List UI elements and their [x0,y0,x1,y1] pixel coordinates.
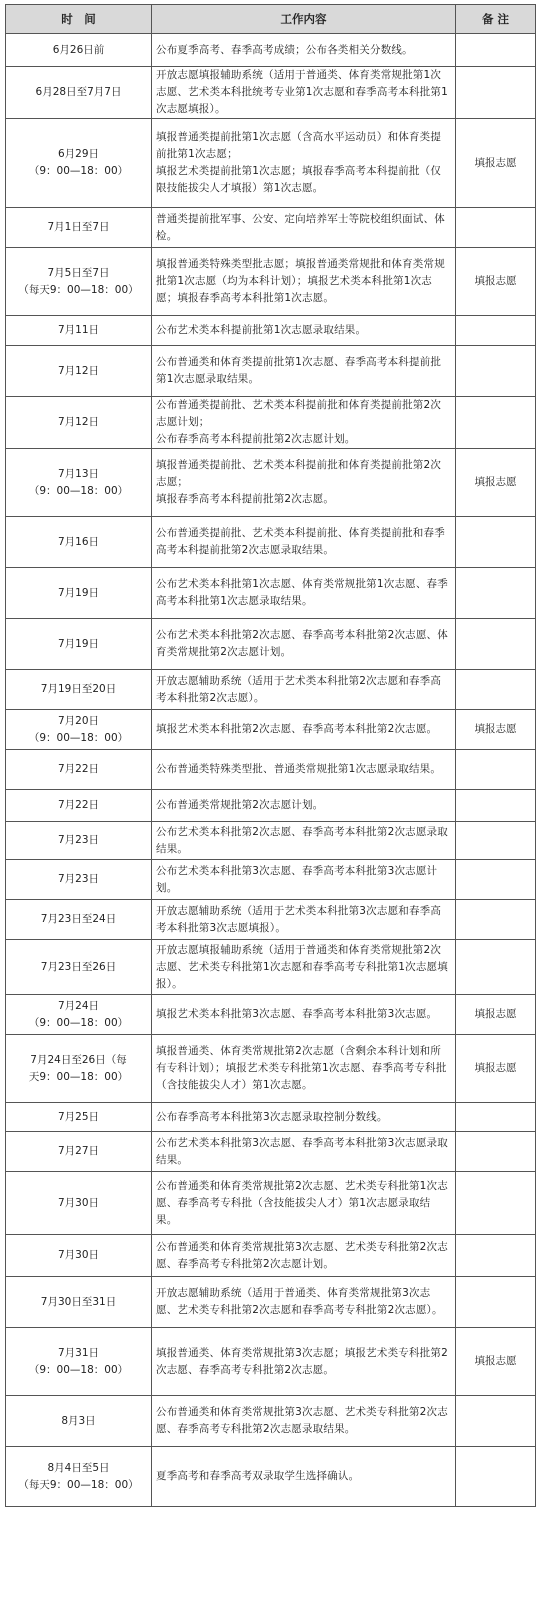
time-cell [6,995,152,1035]
note-cell [456,1172,536,1235]
time-text: （每天9：00—18：00） [18,1478,139,1491]
time-text: 7月19日 [57,586,100,599]
time-text: 7月30日 [57,1249,100,1261]
content-text: 填报艺术类本科批第3次志愿、春季高考本科批第3次志愿。 [156,1008,438,1020]
content-cell [152,619,456,670]
content-cell [152,517,456,568]
time-text: 7月19日 [57,637,100,650]
time-text: 7月12日 [57,416,100,428]
table-row [6,119,536,208]
time-cell [6,1103,152,1132]
note-cell: 填报志愿 [456,119,536,208]
content-text: 公布普通类提前批、艺术类本科提前批、体育类提前批和春季高考本科提前批第2次志愿录取结果。 [156,527,445,556]
content-text: 公布普通类特殊类型批、普通类常规批第1次志愿录取结果。 [156,763,442,775]
table-row [6,517,536,568]
note-cell: 填报志愿 [456,248,536,316]
note-cell: 填报志愿 [456,1328,536,1396]
time-text: 天9：00—18：00） [28,1070,129,1083]
schedule-table [5,4,536,1507]
schedule-body [6,34,536,1507]
table-row [6,568,536,619]
time-text: 7月20日 [57,714,100,727]
note-cell [456,1396,536,1447]
note-cell [456,619,536,670]
table-row [6,710,536,750]
time-text: 7月12日 [57,364,100,377]
content-cell [152,248,456,316]
time-cell [6,750,152,790]
time-text: 6月28日至7月7日 [35,86,122,98]
table-row [6,449,536,517]
note-cell [456,1132,536,1172]
time-text: 7月19日至20日 [40,683,117,695]
time-text: 7月25日 [57,1110,100,1123]
note-cell [456,1235,536,1277]
content-cell [152,119,456,208]
note-cell [456,517,536,568]
content-text: 公布艺术类本科批第2次志愿、春季高考本科批第2次志愿、体育类常规批第2次志愿计划。 [156,629,448,658]
content-text: 开放志愿辅助系统（适用于艺术类本科批第3次志愿和春季高考本科批第3次志愿填报）。 [156,904,442,934]
time-cell [6,397,152,449]
time-cell [6,346,152,397]
time-text: 7月11日 [57,324,100,336]
content-cell [152,67,456,119]
time-text: 7月31日 [57,1346,100,1359]
content-cell [152,1035,456,1103]
time-text: （9：00—18：00） [28,731,129,744]
table-row [6,67,536,119]
table-row [6,346,536,397]
content-cell [152,860,456,900]
time-text: 7月22日 [57,799,100,811]
note-cell [456,940,536,995]
note-cell [456,1277,536,1328]
note-cell [456,208,536,248]
note-cell: 填报志愿 [456,995,536,1035]
time-cell [6,790,152,822]
table-row [6,1172,536,1235]
time-text: 8月4日至5日 [47,1461,110,1474]
table-row [6,1103,536,1132]
table-row [6,670,536,710]
time-cell [6,208,152,248]
content-cell [152,397,456,449]
note-cell [456,67,536,119]
content-text: 填报普通类提前批、艺术类本科提前批和体育类提前批第2次志愿； [156,459,442,488]
table-row [6,1277,536,1328]
table-row [6,1132,536,1172]
table-row [6,1328,536,1396]
table-row [6,1035,536,1103]
time-text: 8月3日 [61,1414,96,1427]
time-text: （9：00—18：00） [28,484,129,497]
note-cell [456,900,536,940]
time-cell [6,517,152,568]
content-cell [152,995,456,1035]
content-text: 公布夏季高考、春季高考成绩；公布各类相关分数线。 [156,43,413,56]
content-cell [152,346,456,397]
time-text: （每天9：00—18：00） [18,283,139,296]
content-text: 开放志愿填报辅助系统（适用于普通类和体育类常规批第2次志愿、艺术类专科批第1次志愿和春季高考专科批第1次志愿填报）。 [156,943,448,990]
content-cell [152,900,456,940]
content-text: 公布普通类和体育类常规批第2次志愿、艺术类专科批第1次志愿、春季高考专科批（含技能拔尖人才）第1次志愿录取结果。 [156,1179,448,1226]
content-cell [152,208,456,248]
content-cell [152,34,456,67]
content-text: 填报艺术类本科批第2次志愿、春季高考本科批第2次志愿。 [156,723,438,735]
time-cell [6,1396,152,1447]
content-text: 填报艺术类提前批第1次志愿；填报春季高考本科提前批（仅限技能拔尖人才填报）第1次志愿。 [156,165,442,194]
table-row [6,1396,536,1447]
table-row [6,940,536,995]
time-cell [6,1277,152,1328]
content-cell [152,670,456,710]
time-cell [6,1447,152,1507]
note-cell [456,568,536,619]
content-cell [152,1277,456,1328]
table-row [6,1447,536,1507]
time-text: 6月29日 [57,148,100,160]
content-cell [152,822,456,860]
time-text: 7月24日至26日（每 [30,1053,127,1066]
time-text: 7月1日至7日 [47,221,110,233]
time-text: 7月23日至26日 [40,960,117,973]
content-cell [152,1172,456,1235]
time-cell [6,1132,152,1172]
note-cell: 填报志愿 [456,710,536,750]
note-cell [456,1103,536,1132]
table-row [6,619,536,670]
note-cell [456,346,536,397]
time-text: 7月30日 [57,1196,100,1209]
content-text: 公布普通类和体育类常规批第3次志愿、艺术类专科批第2次志愿、春季高考专科批第2次志愿录取结果。 [156,1406,448,1435]
time-cell [6,900,152,940]
content-cell [152,750,456,790]
note-cell: 填报志愿 [456,1035,536,1103]
content-text: 填报春季高考本科提前批第2次志愿。 [156,493,335,505]
note-cell [456,860,536,900]
time-cell [6,1235,152,1277]
content-cell [152,568,456,619]
table-row [6,316,536,346]
content-text: 填报普通类特殊类型批志愿；填报普通类常规批和体育类常规批第1次志愿（均为本科计划）；填报艺术类本科批第1次志愿；填报春季高考本科批第1次志愿。 [156,258,445,304]
time-cell [6,449,152,517]
time-cell [6,119,152,208]
content-cell [152,1103,456,1132]
content-text: 公布普通类常规批第2次志愿计划。 [156,799,324,811]
header-time: 时 间 [6,5,152,34]
content-text: 公布普通类和体育类提前批第1次志愿、春季高考本科提前批第1次志愿录取结果。 [156,356,442,385]
time-cell [6,1035,152,1103]
time-text: 7月5日至7日 [47,266,110,279]
note-cell [456,1447,536,1507]
note-cell [456,790,536,822]
time-text: 7月22日 [57,763,100,775]
content-text: 填报普通类、体育类常规批第3次志愿；填报艺术类专科批第2次志愿、春季高考专科批第2次志愿。 [156,1346,448,1376]
time-cell [6,34,152,67]
time-cell [6,619,152,670]
time-text: 7月30日至31日 [40,1295,117,1308]
content-text: 填报普通类、体育类常规批第2次志愿（含剩余本科计划和所有专科计划）；填报艺术类专科批第1次志愿、春季高考专科批（含技能拔尖人才）第1次志愿。 [156,1045,447,1091]
content-cell [152,710,456,750]
table-row [6,900,536,940]
time-cell [6,568,152,619]
table-row [6,397,536,449]
time-cell [6,710,152,750]
note-cell [456,316,536,346]
time-cell [6,940,152,995]
table-header-row [6,5,536,34]
time-text: 7月23日 [57,834,100,846]
note-cell [456,670,536,710]
content-cell [152,449,456,517]
content-cell [152,940,456,995]
content-text: 公布艺术类本科批第1次志愿、体育类常规批第1次志愿、春季高考本科批第1次志愿录取结果。 [156,578,448,607]
content-text: 普通类提前批军事、公安、定向培养军士等院校组织面试、体检。 [156,212,445,242]
content-text: 开放志愿填报辅助系统（适用于普通类、体育类常规批第1次志愿、艺术类本科批统考专业第1次志愿和春季高考本科批第1次志愿填报）。 [156,69,448,115]
note-cell [456,822,536,860]
table-row [6,248,536,316]
time-cell [6,1328,152,1396]
time-cell [6,248,152,316]
time-cell [6,670,152,710]
content-cell [152,1396,456,1447]
time-text: （9：00—18：00） [28,1016,129,1029]
note-cell [456,34,536,67]
content-cell [152,1235,456,1277]
content-text: 公布普通类和体育类常规批第3次志愿、艺术类专科批第2次志愿、春季高考专科批第2次志愿计划。 [156,1240,448,1270]
time-text: 6月26日前 [52,43,105,56]
time-text: 7月23日 [57,873,100,885]
table-row [6,822,536,860]
content-cell [152,790,456,822]
header-content: 工作内容 [152,5,456,34]
content-cell [152,1328,456,1396]
content-text: 公布春季高考本科批第3次志愿录取控制分数线。 [156,1110,388,1123]
time-cell [6,822,152,860]
content-text: 夏季高考和春季高考双录取学生选择确认。 [156,1470,360,1482]
content-text: 公布普通类提前批、艺术类本科提前批和体育类提前批第2次志愿计划； [156,399,442,428]
time-cell [6,860,152,900]
content-text: 公布艺术类本科批第3次志愿、春季高考本科批第3次志愿计划。 [156,864,438,894]
content-text: 公布艺术类本科批第2次志愿、春季高考本科批第2次志愿录取结果。 [156,825,448,855]
header-note: 备 注 [456,5,536,34]
table-row [6,1235,536,1277]
time-text: （9：00—18：00） [28,1363,129,1376]
time-text: 7月23日至24日 [40,913,117,925]
time-text: （9：00—18：00） [28,165,129,177]
time-text: 7月13日 [57,467,100,480]
content-cell [152,1447,456,1507]
time-cell [6,67,152,119]
content-text: 填报普通类提前批第1次志愿（含高水平运动员）和体育类提前批第1次志愿； [156,131,442,160]
note-cell: 填报志愿 [456,449,536,517]
time-text: 7月16日 [57,535,100,548]
table-row [6,860,536,900]
time-text: 7月27日 [57,1145,100,1157]
time-text: 7月24日 [57,999,100,1012]
note-cell [456,750,536,790]
content-cell [152,316,456,346]
content-cell [152,1132,456,1172]
table-row [6,750,536,790]
content-text: 开放志愿辅助系统（适用于普通类、体育类常规批第3次志愿、艺术类专科批第2次志愿和春季高考专科批第2次志愿）。 [156,1287,443,1316]
time-cell [6,1172,152,1235]
content-text: 公布艺术类本科批第3次志愿、春季高考本科批第3次志愿录取结果。 [156,1136,448,1166]
table-row [6,208,536,248]
content-text: 公布春季高考本科提前批第2次志愿计划。 [156,433,356,445]
table-row [6,995,536,1035]
content-text: 开放志愿辅助系统（适用于艺术类本科批第2次志愿和春季高考本科批第2次志愿）。 [156,674,442,704]
table-row [6,790,536,822]
content-text: 公布艺术类本科提前批第1次志愿录取结果。 [156,324,367,336]
note-cell [456,397,536,449]
time-cell [6,316,152,346]
table-row [6,34,536,67]
